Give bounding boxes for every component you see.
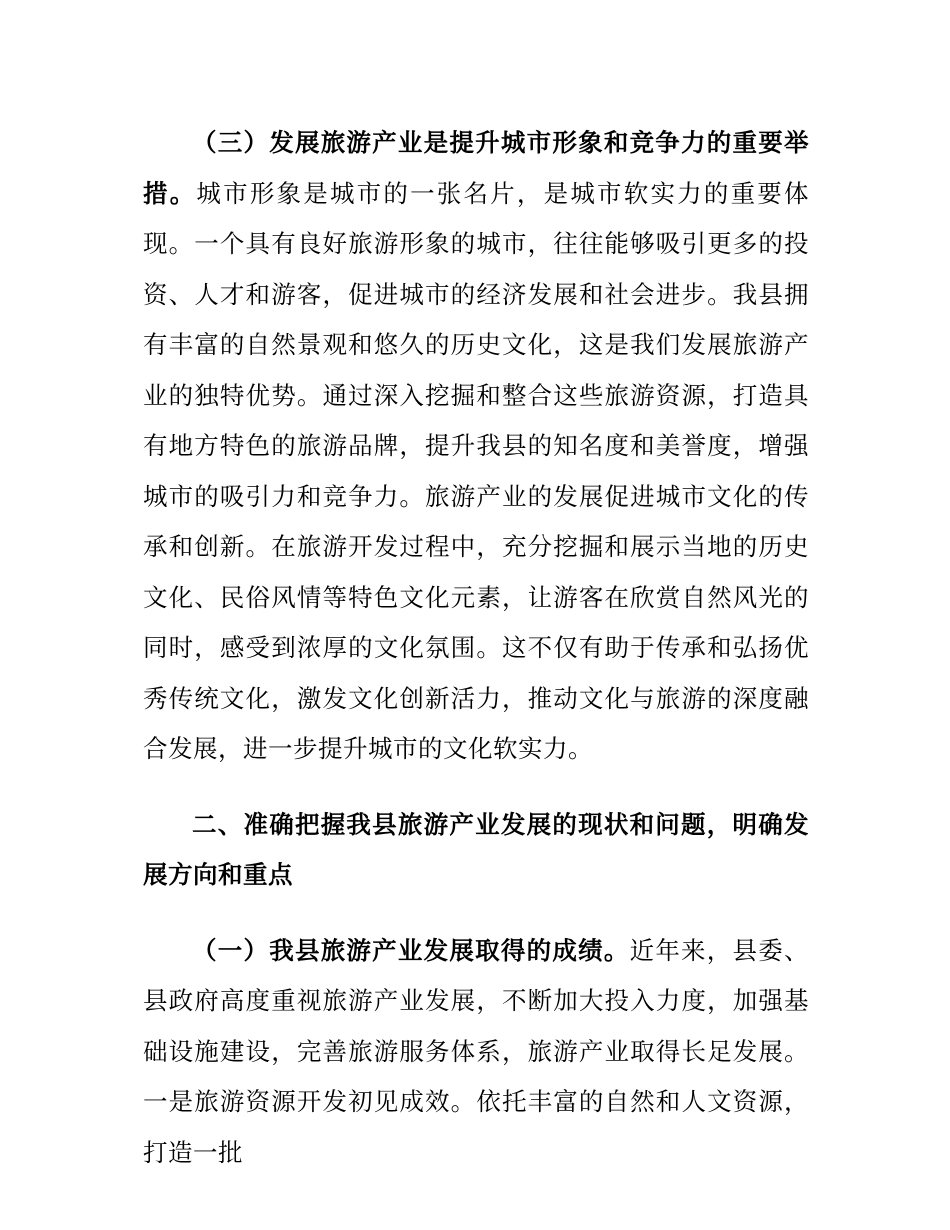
document-page <box>143 118 809 1178</box>
section-three-body: 城市形象是城市的一张名片，是城市软实力的重要体现。一个具有良好旅游形象的城市，往往能够吸引更多的投资、人才和游客，促进城市的经济发展和社会进步。我县拥有丰富的自然景观和悠久的历史文化，这是我们发展旅游产业的独特优势。通过深入挖掘和整合这些旅游资源，打造具有地方特色的旅游品牌，提升我县的知名度和美誉度，增强城市的吸引力和竞争力。旅游产业的发展促进城市文化的传承和创新。在旅游开发过程中，充分挖掘和展示当地的历史文化、民俗风情等特色文化元素，让游客在欣赏自然风光的同时，感受到浓厚的文化氛围。这不仅有助于传承和弘扬优秀传统文化，激发文化创新活力，推动文化与旅游的深度融合发展，进一步提升城市的文化软实力。 <box>143 178 810 763</box>
chapter-two-heading: 二、准确把握我县旅游产业发展的现状和问题，明确发展方向和重点 <box>143 809 809 889</box>
paragraph-city-image <box>143 118 809 775</box>
section-one-lead: （一）我县旅游产业发展取得的成绩。 <box>192 935 630 965</box>
section-one-body: 近年来，县委、县政府高度重视旅游产业发展，不断加大投入力度，加强基础设施建设，完善旅游服务体系，旅游产业取得长足发展。一是旅游资源开发初见成效。依托丰富的自然和人文资源，打造一批 <box>143 935 810 1167</box>
section-three-lead: （三）发展旅游产业是提升城市形象和竞争力的重要举措。 <box>143 128 809 208</box>
paragraph-achievements <box>143 926 809 1179</box>
